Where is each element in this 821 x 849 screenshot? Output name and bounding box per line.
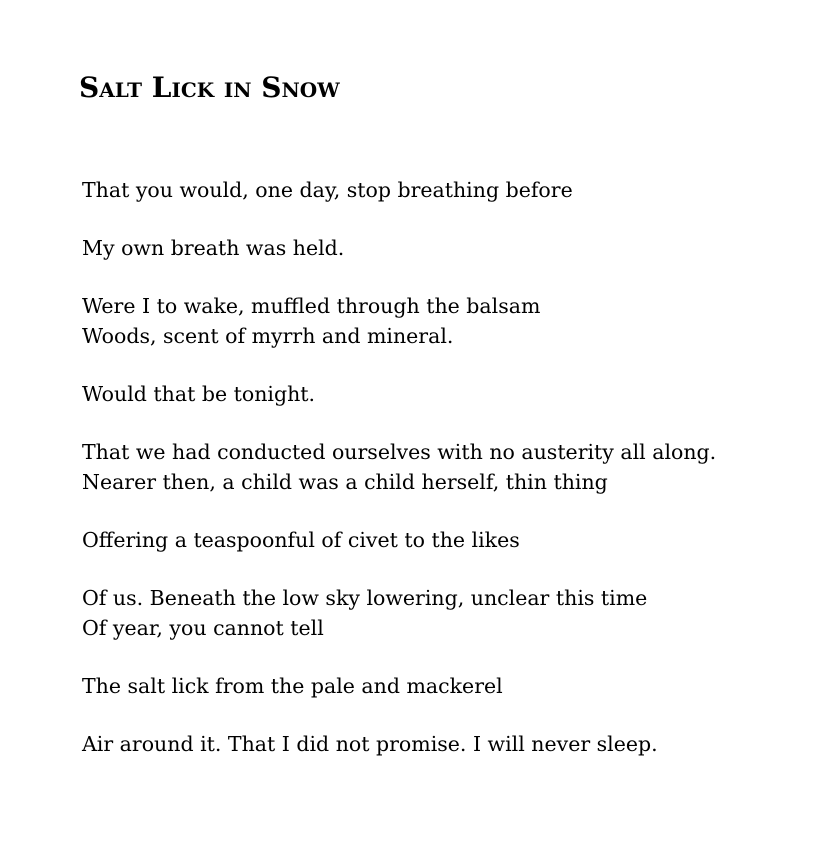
stanza-1: [82, 175, 812, 205]
poem-line: That you would, one day, stop breathing before: [82, 178, 573, 202]
stanza-3: [82, 291, 812, 351]
stanza-9: [82, 729, 812, 759]
poem-line: Would that be tonight.: [82, 382, 316, 406]
poem-line: Nearer then, a child was a child herself, thin thing: [82, 470, 608, 494]
poem-line: Of year, you cannot tell: [82, 616, 324, 640]
poem-line: My own breath was held.: [82, 236, 345, 260]
stanza-6: [82, 525, 812, 555]
poem-line: Offering a teaspoonful of civet to the likes: [82, 528, 520, 552]
stanza-8: [82, 671, 812, 701]
poem-title: Salt Lick in Snow: [79, 71, 340, 104]
poem-line: Woods, scent of myrrh and mineral.: [82, 324, 454, 348]
stanza-5: [82, 437, 812, 497]
stanza-7: [82, 583, 812, 643]
stanza-4: [82, 379, 812, 409]
poem-body: [82, 175, 812, 787]
poem-line: Were I to wake, muffled through the balsam: [82, 294, 541, 318]
stanza-2: [82, 233, 812, 263]
poem-line: The salt lick from the pale and mackerel: [82, 674, 503, 698]
poem-line: That we had conducted ourselves with no austerity all along.: [82, 440, 717, 464]
poem-line: Of us. Beneath the low sky lowering, unclear this time: [82, 586, 648, 610]
poem-line: Air around it. That I did not promise. I will never sleep.: [82, 732, 658, 756]
